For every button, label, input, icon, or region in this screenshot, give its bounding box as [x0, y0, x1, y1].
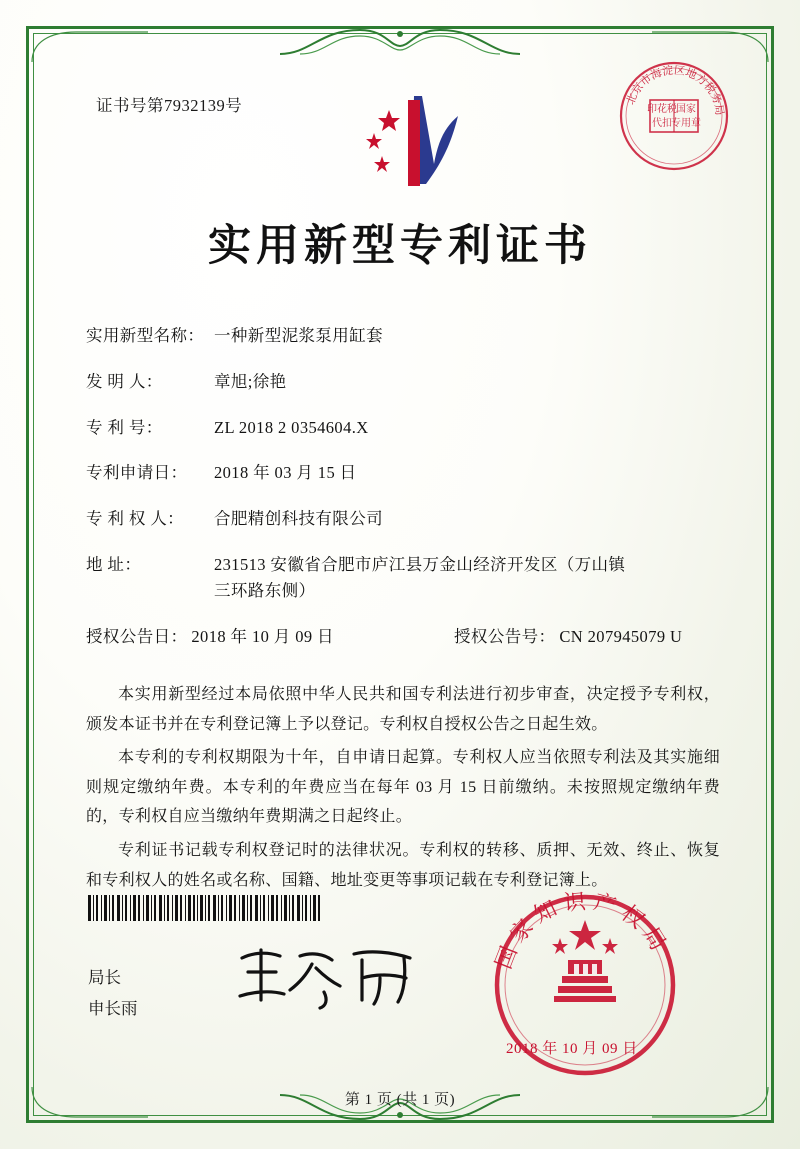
- field-value: 一种新型泥浆泵用缸套: [214, 326, 383, 345]
- tax-stamp-icon: [618, 60, 730, 172]
- field-value: 章旭;徐艳: [214, 371, 287, 391]
- field-patent-number: [86, 417, 730, 439]
- field-label: 实用新型名称：: [86, 326, 205, 345]
- barcode: [88, 895, 320, 921]
- svg-text:代扣: 代扣: [652, 118, 672, 129]
- field-label: 地 址：: [86, 554, 142, 574]
- field-label: 专 利 号：: [86, 417, 163, 437]
- field-application-date: [86, 462, 730, 484]
- field-label: 专 利 权 人：: [86, 509, 185, 529]
- stamp-date: 2018 年 10 月 09 日: [506, 1041, 638, 1057]
- field-label: 授权公告号：: [454, 626, 556, 646]
- field-grant-date: [86, 626, 454, 648]
- cnipa-logo-icon: [348, 88, 478, 198]
- certificate-body-text: [86, 680, 720, 899]
- field-grant-number: [454, 626, 730, 648]
- field-label: 专利申请日：: [86, 463, 188, 483]
- svg-text:北京市海淀区地方税务局: 北京市海淀区地方税务局: [624, 64, 726, 117]
- field-value: 合肥精创科技有限公司: [214, 509, 383, 529]
- field-patentee: [86, 508, 730, 530]
- svg-text:专用章: 专用章: [671, 118, 701, 129]
- paragraph-2: 本专利的专利权期限为十年，自申请日起算。专利权人应当依照专利法及其实施细则规定缴纳年费。本专利的年费应当在每年 03 月 15 日前缴纳。未按照规定缴纳年费的，专利权自应当缴纳年费期满之日起终止。: [86, 749, 720, 826]
- field-value: 2018 年 03 月 15 日: [214, 463, 357, 483]
- paragraph-1: 本实用新型经过本局依照中华人民共和国专利法进行初步审查，决定授予专利权，颁发本证书并在专利登记簿上予以登记。专利权自授权公告之日起生效。: [86, 686, 720, 733]
- field-value-line1: 231513 安徽省合肥市庐江县万金山经济开发区（万山镇: [214, 554, 626, 574]
- field-label: 授权公告日：: [86, 626, 188, 646]
- field-utility-model-name: [86, 325, 730, 347]
- field-label: 发 明 人：: [86, 371, 163, 391]
- director-title-label: 局长: [88, 968, 121, 987]
- field-value: [214, 554, 730, 603]
- paragraph-3: 专利证书记载专利权登记时的法律状况。专利权的转移、质押、无效、终止、恢复和专利权人的姓名或名称、国籍、地址变更等事项记载在专利登记簿上。: [86, 841, 720, 889]
- field-address: [86, 554, 730, 603]
- field-value-line2: 三环路东侧）: [214, 581, 316, 601]
- director-name: 申长雨: [88, 999, 138, 1019]
- field-value: CN 207945079 U: [559, 626, 683, 646]
- field-value: ZL 2018 2 0354604.X: [214, 417, 369, 437]
- page-footer: 第 1 页 (共 1 页): [344, 1092, 456, 1108]
- field-grant-row: [86, 626, 730, 648]
- director-signature-block: [88, 962, 138, 1025]
- certificate-fields: [86, 325, 730, 658]
- handwritten-signature: [228, 938, 428, 1016]
- certificate-number: 证书号第7932139号: [96, 96, 243, 115]
- field-value: 2018 年 10 月 09 日: [191, 626, 334, 646]
- svg-text:国家知识产权局: 国家知识产权局: [490, 890, 675, 973]
- svg-text:国家: 国家: [676, 104, 696, 115]
- field-inventor: [86, 371, 730, 393]
- page-title: 实用新型专利证书: [208, 223, 592, 270]
- svg-text:印花税: 印花税: [647, 104, 677, 115]
- top-ornament: [270, 24, 530, 58]
